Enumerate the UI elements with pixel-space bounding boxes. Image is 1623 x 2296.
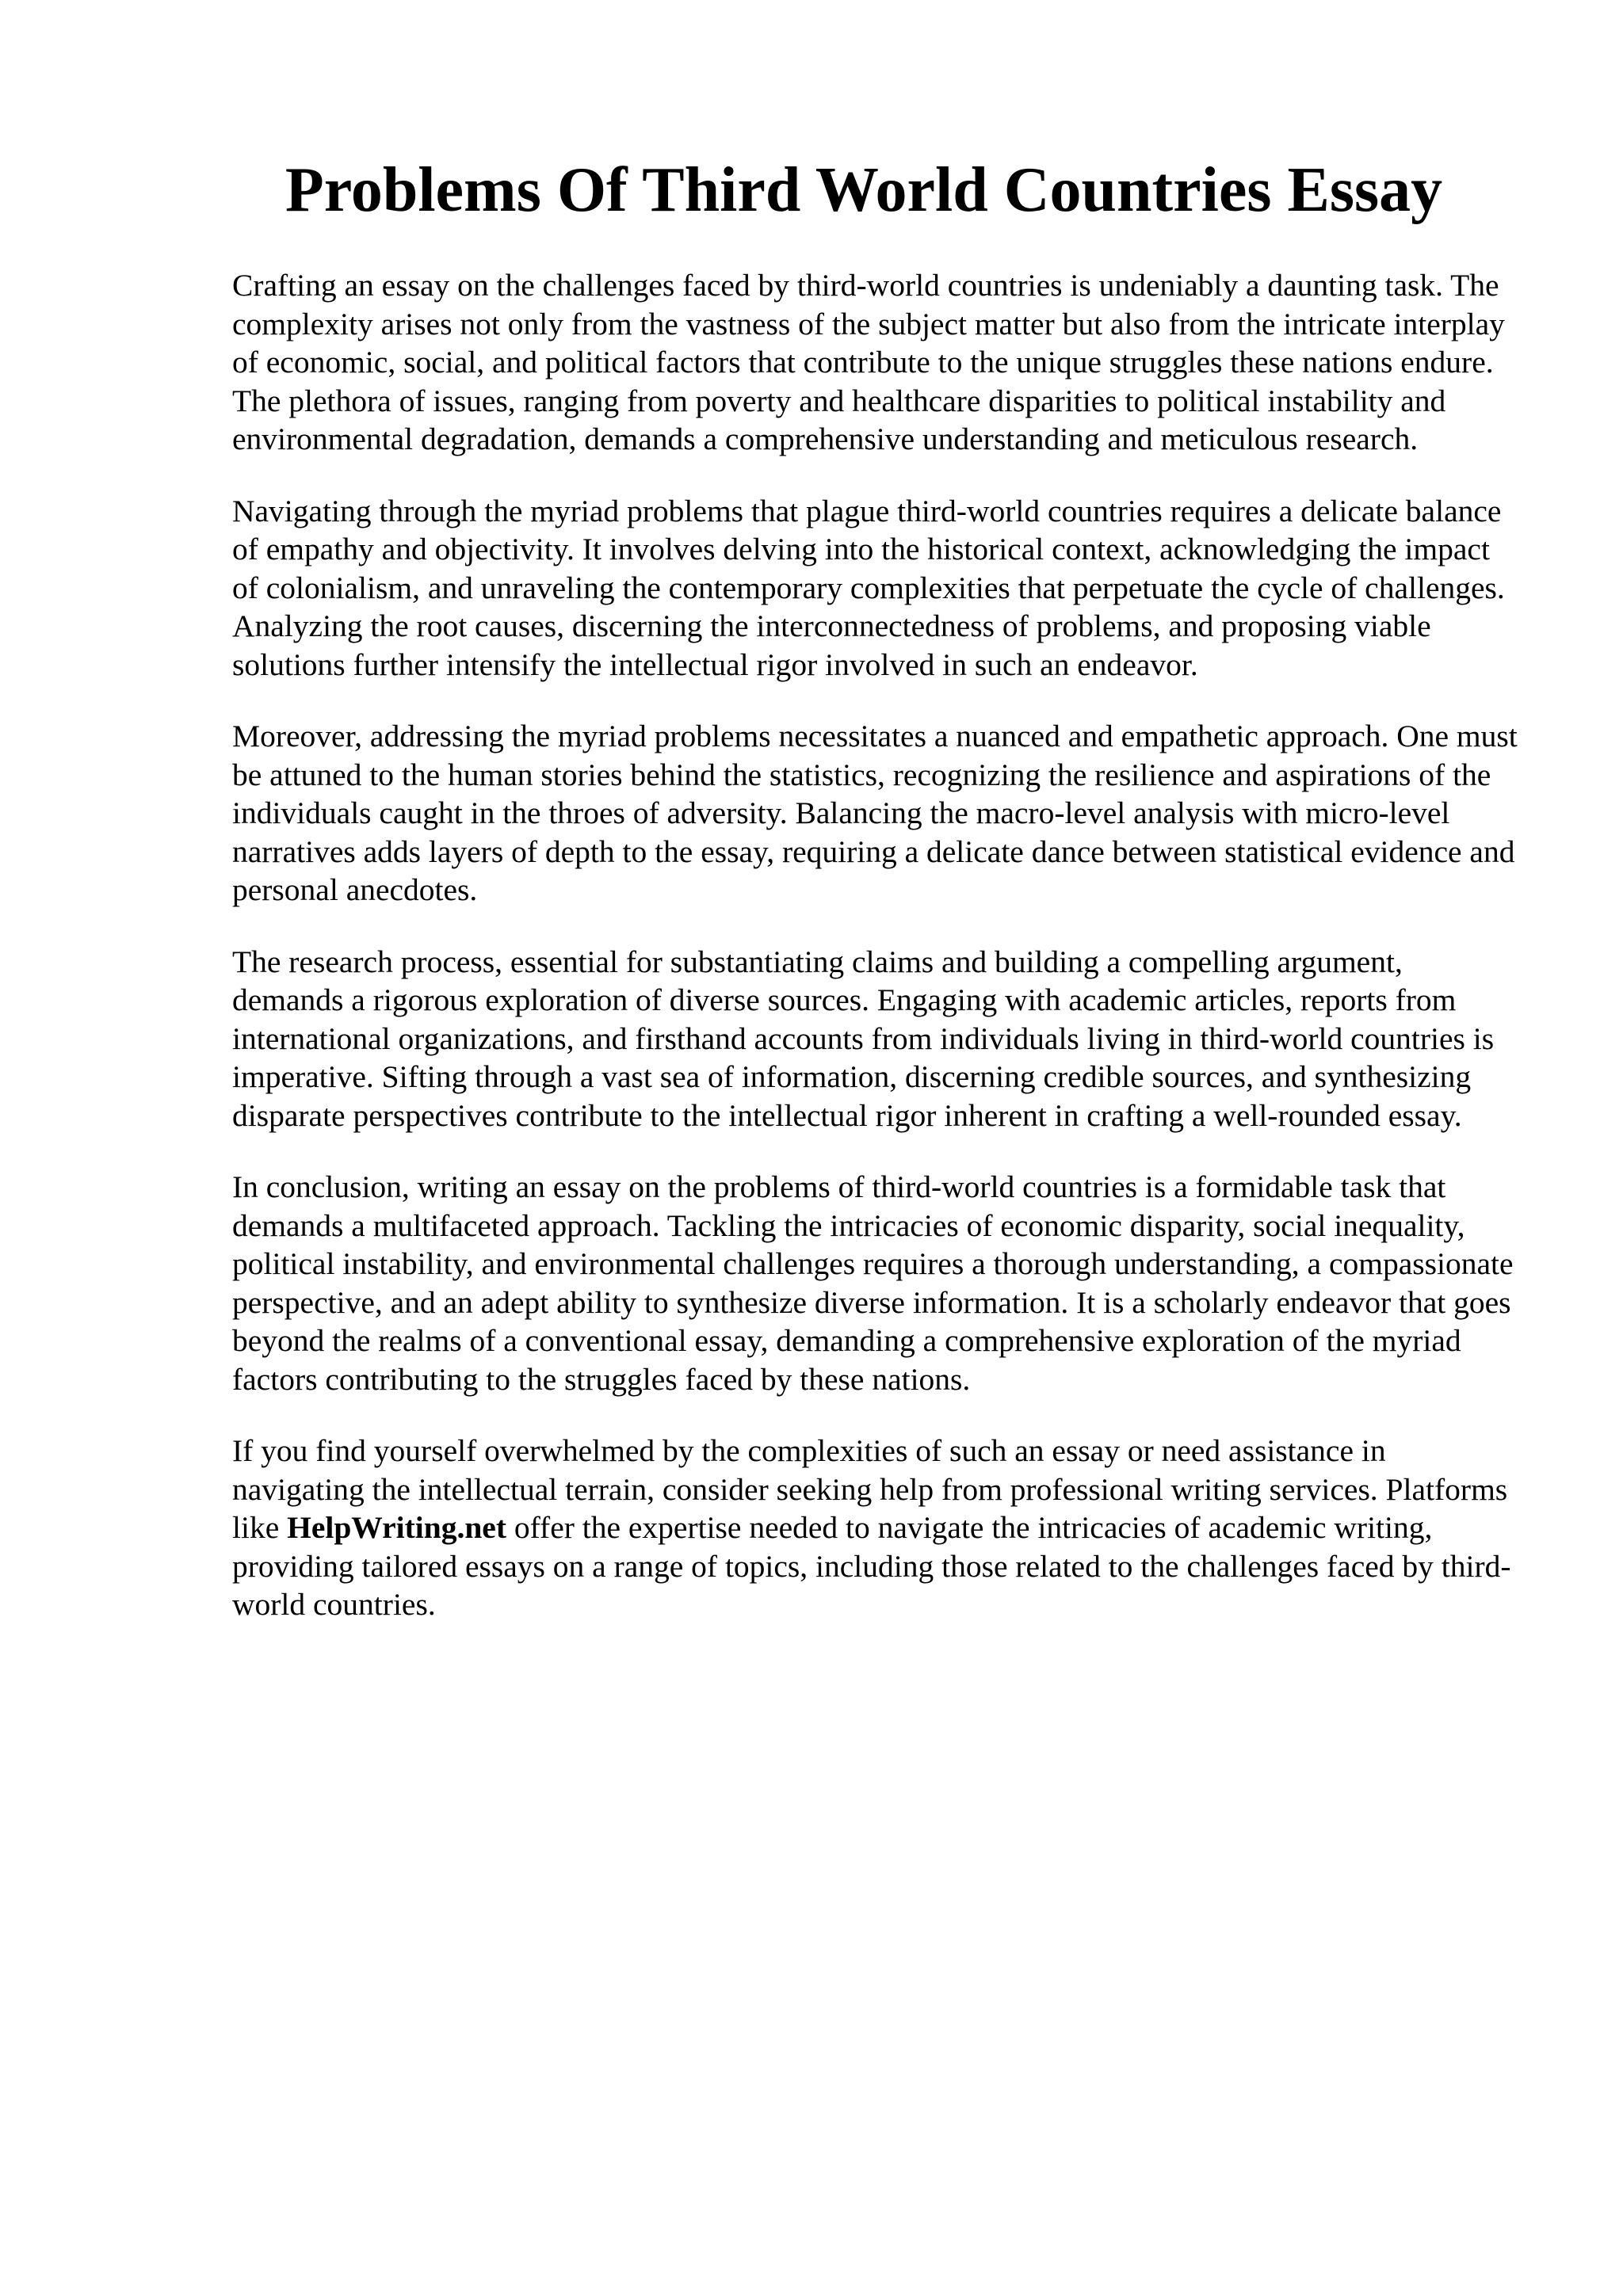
helpwriting-link[interactable]: HelpWriting.net bbox=[287, 1510, 506, 1545]
paragraph-6 bbox=[232, 1432, 1520, 1624]
paragraph-6-text-before-link: If you find yourself overwhelmed by the complexities of such an essay or need assistance in navigating the intellectual terrain, consider seeking help from professional writing services. Platforms like bbox=[232, 1433, 1508, 1545]
essay-body bbox=[232, 266, 1520, 1657]
paragraph-2: Navigating through the myriad problems that plague third-world countries requires a delicate balance of empathy and objectivity. It involves delving into the historical context, acknowledging the impact of colonialism, and unraveling the contemporary complexities that perpetuate the cycle of challenges. Analyzing the root causes, discerning the interconnectedness of problems, and proposing viable solutions further intensify the intellectual rigor involved in such an endeavor. bbox=[232, 493, 1505, 682]
paragraph-4: The research process, essential for substantiating claims and building a compelling argument, demands a rigorous exploration of diverse sources. Engaging with academic articles, reports from international organizations, and firsthand accounts from individuals living in third-world countries is imperative. Sifting through a vast sea of information, discerning credible sources, and synthesizing disparate perspectives contribute to the intellectual rigor inherent in crafting a well-rounded essay. bbox=[232, 944, 1495, 1133]
document-title: Problems Of Third World Countries Essay bbox=[285, 155, 1443, 225]
paragraph-3: Moreover, addressing the myriad problems necessitates a nuanced and empathetic approach. One must be attuned to the human stories behind the statistics, recognizing the resilience and aspirations of the individuals caught in the throes of adversity. Balancing the macro-level analysis with micro-level narratives adds layers of depth to the essay, requiring a delicate dance between statistical evidence and personal anecdotes. bbox=[232, 719, 1518, 907]
paragraph-6-text-after-link: offer the expertise needed to navigate the intricacies of academic writing, providing tailored essays on a range of topics, including those related to the challenges faced by third-world countries. bbox=[232, 1510, 1511, 1622]
paragraph-1: Crafting an essay on the challenges faced by third-world countries is undeniably a daunting task. The complexity arises not only from the vastness of the subject matter but also from the intricate interplay of economic, social, and political factors that contribute to the unique struggles these nations endure. The plethora of issues, ranging from poverty and healthcare disparities to political instability and environmental degradation, demands a comprehensive understanding and meticulous research. bbox=[232, 268, 1505, 456]
paragraph-5: In conclusion, writing an essay on the problems of third-world countries is a formidable task that demands a multifaceted approach. Tackling the intricacies of economic disparity, social inequality, political instability, and environmental challenges requires a thorough understanding, a compassionate perspective, and an adept ability to synthesize diverse information. It is a scholarly endeavor that goes beyond the realms of a conventional essay, demanding a comprehensive exploration of the myriad factors contributing to the struggles faced by these nations. bbox=[232, 1169, 1514, 1397]
